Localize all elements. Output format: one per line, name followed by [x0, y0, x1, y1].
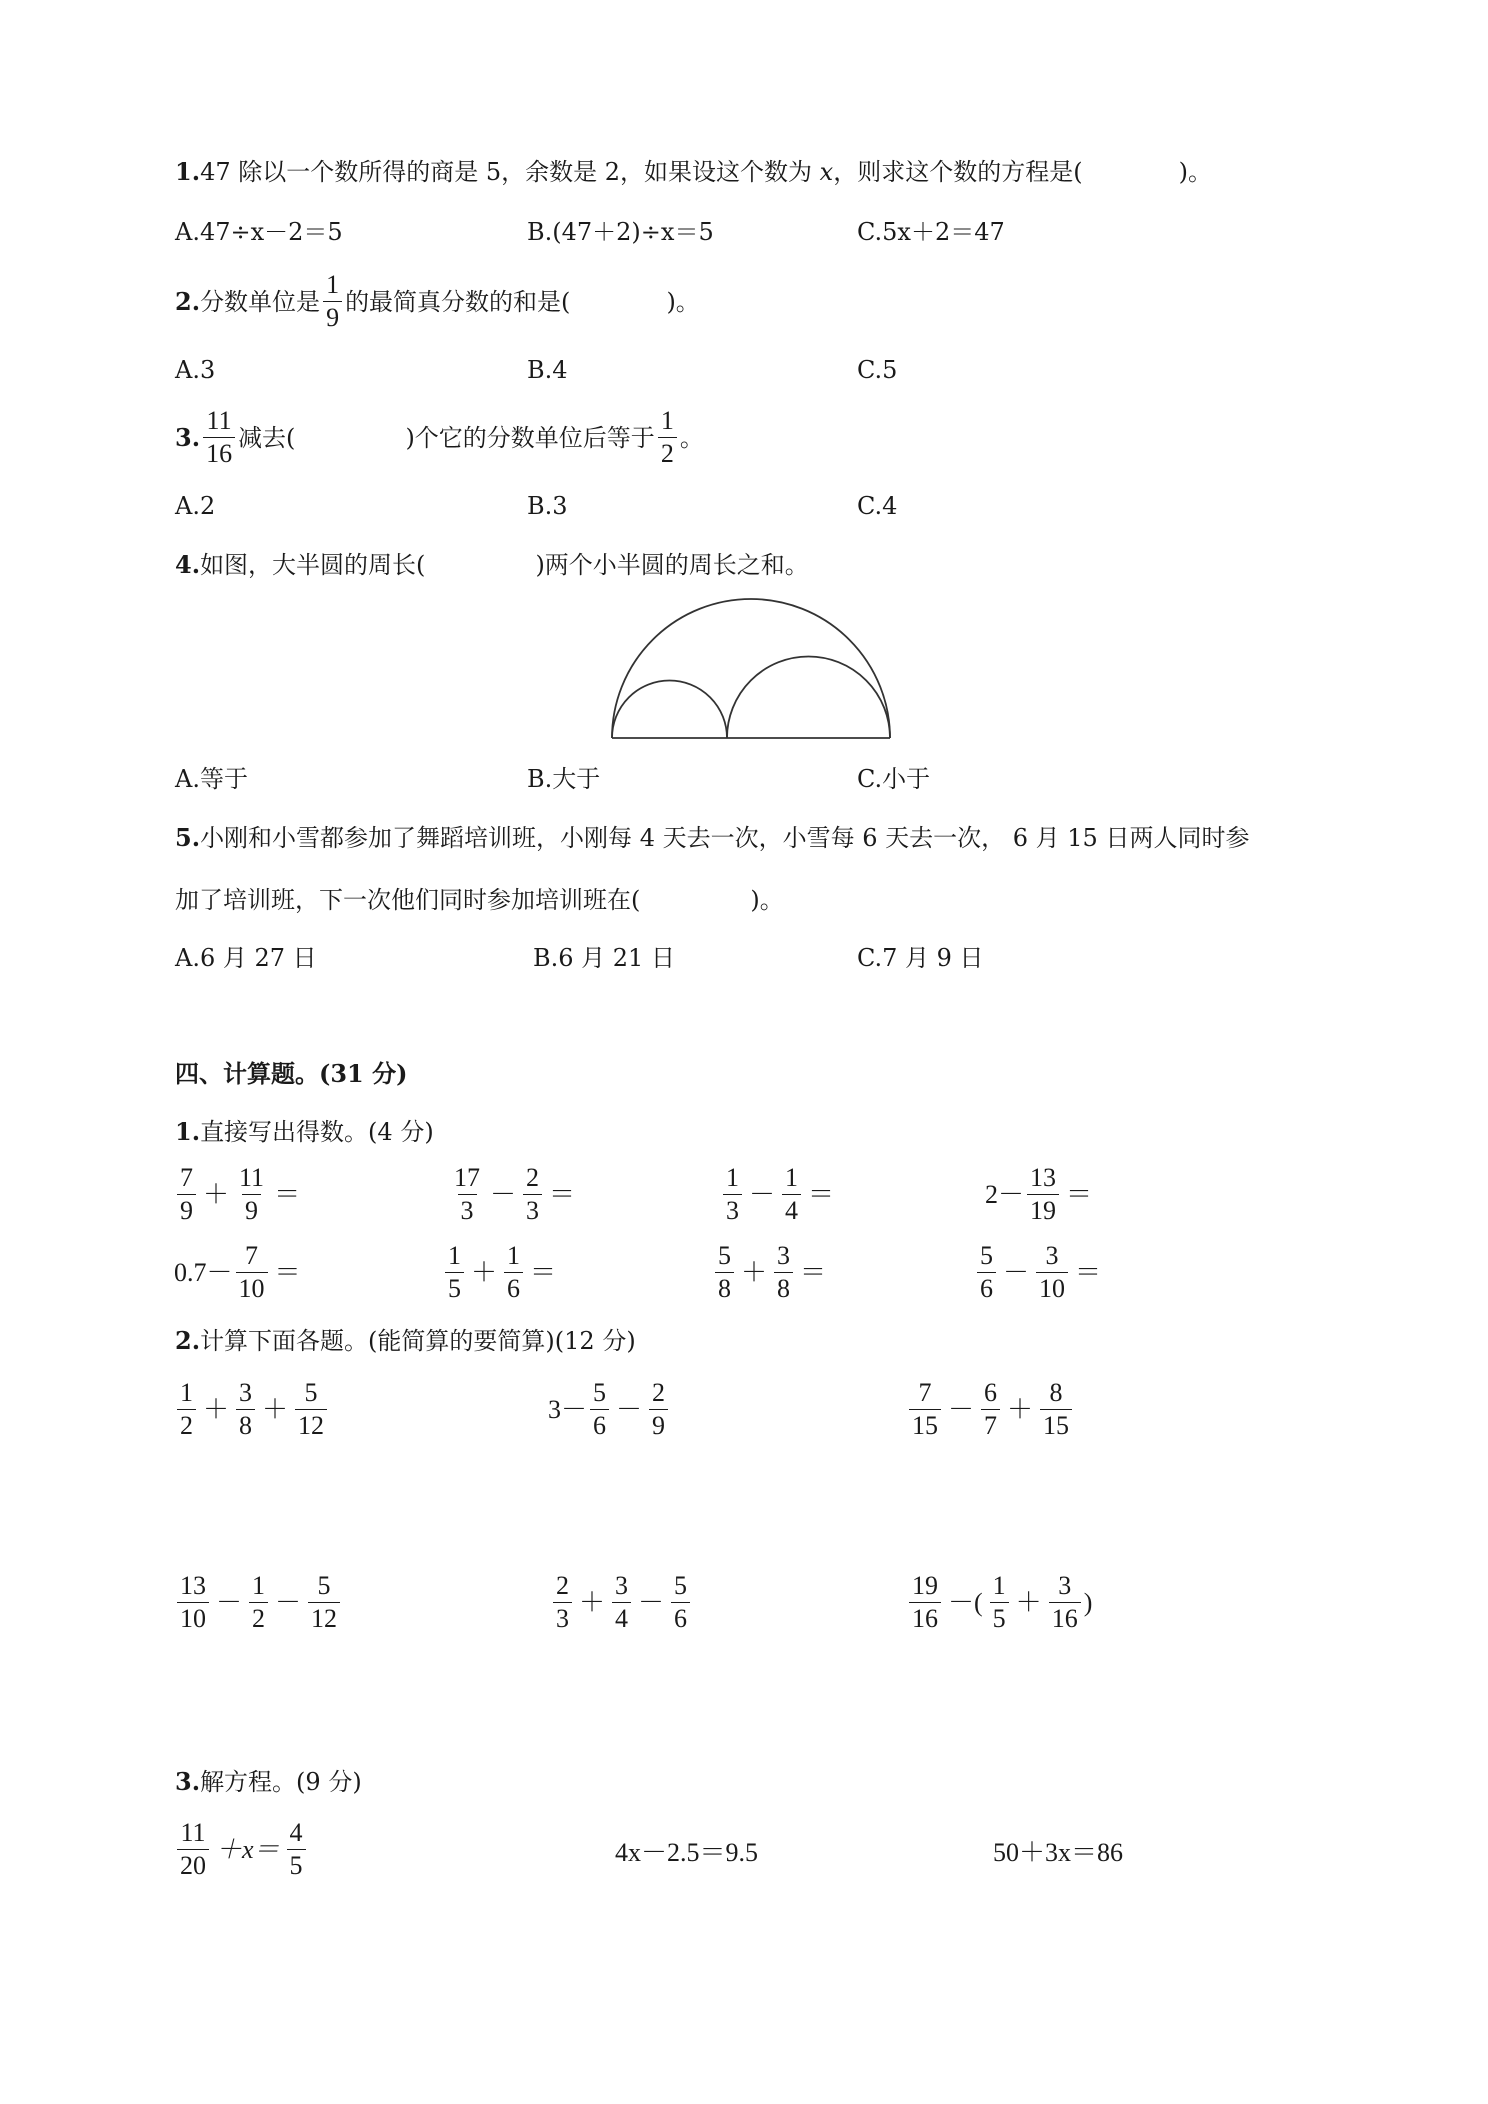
question-text: 47 除以一个数所得的商是 5，余数是 2，如果设这个数为: [200, 158, 820, 186]
question-text: )两个小半圆的周长之和。: [535, 551, 809, 579]
calc-expression: 3－ $\frac{5}{6}$ － $\frac{2}{9}$: [548, 1380, 671, 1439]
question-text: 加了培训班，下一次他们同时参加培训班在(: [175, 886, 641, 914]
problem-text: 计算下面各题。(能简算的要简算)(12 分): [200, 1327, 636, 1355]
option-a: A.等于: [175, 765, 248, 793]
problem-number: 3.: [175, 1767, 201, 1796]
question-number: 2.: [175, 286, 201, 316]
option-c: C.5: [857, 356, 898, 384]
problem-number: 1.: [175, 1117, 201, 1146]
equation: 4x－2.5＝9.5: [615, 1838, 759, 1867]
question-text: 分数单位是: [200, 287, 321, 316]
option-b: B.大于: [527, 765, 601, 793]
equation: $\frac{11}{20}$ ＋x＝ $\frac{4}{5}$: [174, 1820, 309, 1879]
equation: 50＋3x＝86: [993, 1838, 1124, 1867]
question-text: 如图，大半圆的周长(: [200, 551, 426, 579]
fraction: $\frac{11}{16}$: [203, 408, 235, 467]
question-text: 小刚和小雪都参加了舞蹈培训班，小刚每 4 天去一次，小雪每 6 天去一次， 6 月 15 日两人同时参: [200, 824, 1250, 852]
problem-2-title: [175, 1326, 636, 1355]
problem-3-title: [175, 1767, 362, 1796]
large-semicircle: [612, 599, 890, 738]
oral-calc-item: $\frac{5}{6}$ － $\frac{3}{10}$ ＝: [974, 1243, 1105, 1302]
oral-calc-item: $\frac{7}{9}$ ＋ $\frac{11}{9}$ ＝: [174, 1165, 304, 1224]
problem-number: 2.: [175, 1326, 201, 1355]
question-3: [175, 408, 704, 467]
period: 。: [679, 423, 704, 452]
problem-text: 解方程。(9 分): [200, 1768, 362, 1796]
close-paren: )。: [666, 287, 700, 316]
question-number: 3.: [175, 422, 201, 452]
problem-1-title: [175, 1117, 434, 1146]
close-paren: )。: [1178, 158, 1212, 186]
calc-expression: $\frac{13}{10}$ － $\frac{1}{2}$ － $\frac{5}{12}$: [174, 1573, 343, 1632]
question-5: [175, 823, 1250, 852]
small-semicircle-right: [727, 657, 890, 739]
question-2: [175, 272, 700, 331]
oral-calc-item: $\frac{17}{3}$ － $\frac{2}{3}$ ＝: [454, 1163, 576, 1225]
small-semicircle-left: [612, 680, 727, 738]
calc-expression: $\frac{7}{15}$ － $\frac{6}{7}$ ＋ $\frac{8}{15}$: [906, 1380, 1075, 1439]
option-c: C.7 月 9 日: [857, 944, 984, 972]
question-text: 减去(: [238, 423, 296, 452]
oral-calc-item: 2－ $\frac{13}{19}$ ＝: [985, 1163, 1093, 1225]
option-a: A.3: [175, 356, 216, 384]
oral-calc-item: $\frac{1}{5}$ ＋ $\frac{1}{6}$ ＝: [442, 1243, 560, 1302]
option-b: B.3: [527, 492, 568, 520]
question-4: [175, 550, 809, 579]
oral-calc-item: $\frac{1}{3}$ － $\frac{1}{4}$ ＝: [720, 1165, 838, 1224]
question-number: 5.: [175, 823, 201, 852]
close-paren: )。: [750, 886, 784, 914]
question-number: 4.: [175, 550, 201, 579]
option-b: B.6 月 21 日: [533, 944, 675, 972]
option-c: C.4: [857, 492, 898, 520]
question-1: [175, 157, 1212, 186]
calc-expression: $\frac{1}{2}$ ＋ $\frac{3}{8}$ ＋ $\frac{5}{12}$: [174, 1380, 330, 1439]
oral-calc-item: $\frac{5}{8}$ ＋ $\frac{3}{8}$ ＝: [712, 1243, 830, 1302]
section-title: 四、计算题。(31 分): [175, 1059, 408, 1088]
fraction: $\frac{1}{9}$: [323, 272, 342, 331]
question-text: ，则求这个数的方程是(: [833, 158, 1083, 186]
option-a: A.6 月 27 日: [175, 944, 317, 972]
calc-expression: $\frac{19}{16}$ －( $\frac{1}{5}$ ＋ $\frac{3}{16}$ ): [906, 1573, 1092, 1632]
option-c: C.小于: [857, 765, 931, 793]
option-a: A.47÷x－2＝5: [175, 218, 343, 246]
oral-calc-item: 0.7－ $\frac{7}{10}$ ＝: [174, 1241, 301, 1303]
option-a: A.2: [175, 492, 216, 520]
problem-text: 直接写出得数。(4 分): [200, 1118, 434, 1146]
option-b: B.(47＋2)÷x＝5: [527, 218, 714, 246]
calc-expression: $\frac{2}{3}$ ＋ $\frac{3}{4}$ － $\frac{5}{6}$: [550, 1573, 693, 1632]
option-b: B.4: [527, 356, 568, 384]
variable: x: [819, 158, 834, 186]
option-c: C.5x＋2＝47: [857, 218, 1005, 246]
fraction: $\frac{1}{2}$: [658, 408, 677, 467]
question-number: 1.: [175, 157, 201, 186]
question-text: )个它的分数单位后等于: [405, 423, 655, 452]
question-text: 的最简真分数的和是(: [345, 287, 571, 316]
question-5-line2: [175, 888, 784, 912]
